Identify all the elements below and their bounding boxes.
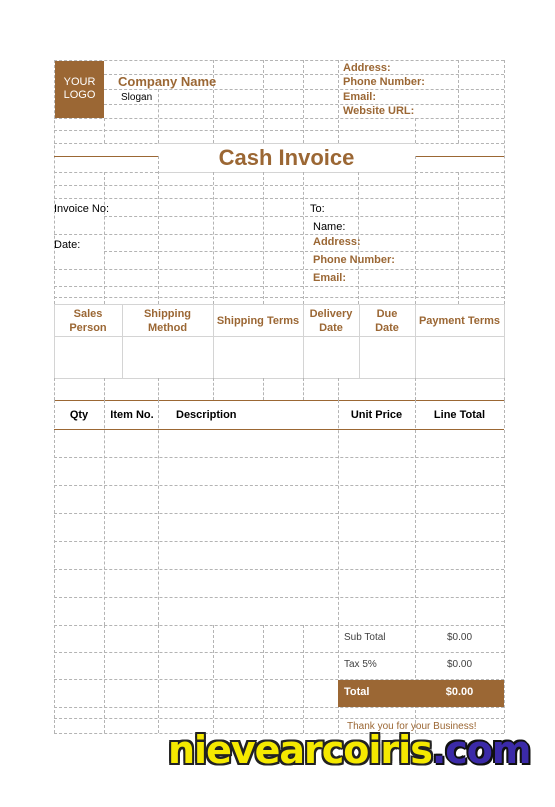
items-header-top-rule (54, 400, 504, 401)
thank-you-note: Thank you for your Business! (347, 721, 477, 732)
items-header-unit-price: Unit Price (350, 409, 403, 421)
items-header-qty: Qty (69, 409, 89, 421)
subtotal-label: Sub Total (344, 632, 386, 643)
title-rule-right (415, 156, 504, 157)
terms-header-shipping-method: Shipping Method (143, 308, 192, 334)
bill-to-label: To: (310, 203, 325, 215)
terms-header-sales-person: Sales Person (69, 308, 107, 334)
company-website-label: Website URL: (343, 105, 415, 117)
terms-header-due-date: Due Date (375, 308, 399, 334)
bill-to-email-label: Email: (313, 272, 347, 284)
bill-to-phone-label: Phone Number: (313, 254, 395, 266)
watermark-suffix: .com (431, 728, 531, 772)
subtotal-value: $0.00 (446, 632, 473, 643)
items-header-bottom-rule (54, 429, 504, 430)
site-watermark (168, 728, 531, 772)
company-address-label: Address: (343, 62, 391, 74)
logo-line1: YOUR (63, 76, 96, 88)
terms-header-payment-terms: Payment Terms (418, 315, 501, 327)
bill-to-name-label: Name: (313, 221, 346, 233)
total-value: $0.00 (445, 686, 474, 698)
items-header-line-total: Line Total (433, 409, 486, 421)
company-email-label: Email: (343, 91, 377, 103)
company-name: Company Name (118, 74, 217, 89)
company-slogan: Slogan (121, 92, 153, 103)
bill-to-address-label: Address: (313, 236, 361, 248)
tax-label: Tax 5% (344, 659, 377, 670)
company-logo (55, 61, 104, 118)
terms-header-delivery-date: Delivery Date (309, 308, 353, 334)
watermark-main: nievearcoiris (168, 728, 432, 772)
items-header-description: Description (176, 409, 237, 421)
title-rule-left (54, 156, 158, 157)
invoice-no-label: Invoice No: (54, 203, 110, 215)
invoice-title: Cash Invoice (218, 145, 355, 170)
total-label: Total (344, 686, 370, 698)
logo-line2: LOGO (63, 89, 96, 101)
items-header-item-no: Item No. (110, 409, 154, 421)
terms-header-shipping-terms: Shipping Terms (216, 315, 300, 327)
date-label: Date: (54, 239, 81, 251)
company-phone-label: Phone Number: (343, 76, 425, 88)
tax-value: $0.00 (446, 659, 473, 670)
